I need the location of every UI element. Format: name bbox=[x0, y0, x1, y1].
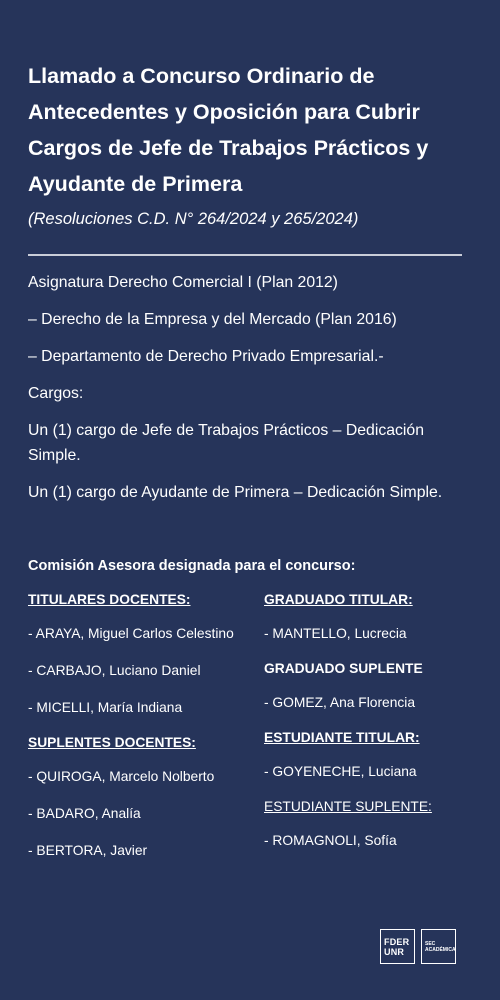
member-item: - GOYENECHE, Luciana bbox=[264, 764, 417, 779]
positions-label: Cargos: bbox=[28, 385, 84, 402]
fder-unr-logo bbox=[380, 929, 415, 964]
department-line: – Departamento de Derecho Privado Empresarial.- bbox=[28, 348, 384, 365]
commission-right-column bbox=[264, 588, 474, 864]
member-item: - GOMEZ, Ana Florencia bbox=[264, 695, 416, 710]
member-item: - MANTELLO, Lucrecia bbox=[264, 626, 407, 641]
member-item: - ROMAGNOLI, Sofía bbox=[264, 833, 397, 848]
commission-heading: Comisión Asesora designada para el concurso: bbox=[28, 558, 356, 574]
graduado-suplente-heading: GRADUADO SUPLENTE bbox=[264, 661, 423, 676]
sec-logo-text: SEC bbox=[425, 940, 436, 947]
commission-left-column bbox=[28, 588, 243, 874]
suplentes-docentes-heading: SUPLENTES DOCENTES: bbox=[28, 735, 196, 750]
academica-logo-text: ACADÉMICA bbox=[425, 946, 456, 953]
member-item: - MICELLI, María Indiana bbox=[28, 700, 183, 715]
subject-alt-line: – Derecho de la Empresa y del Mercado (Plan 2016) bbox=[28, 311, 397, 328]
graduado-titular-heading: GRADUADO TITULAR: bbox=[264, 592, 413, 607]
estudiante-suplente-heading: ESTUDIANTE SUPLENTE: bbox=[264, 799, 432, 814]
estudiante-titular-heading: ESTUDIANTE TITULAR: bbox=[264, 730, 420, 745]
member-item: - BERTORA, Javier bbox=[28, 843, 148, 858]
member-item: - ARAYA, Miguel Carlos Celestino bbox=[28, 626, 234, 641]
subject-line: Asignatura Derecho Comercial I (Plan 2012) bbox=[28, 274, 338, 291]
position-jtp: Un (1) cargo de Jefe de Trabajos Prácticos – Dedicación Simple. bbox=[28, 422, 425, 464]
divider bbox=[28, 254, 462, 256]
unr-logo-text: UNR bbox=[384, 946, 405, 957]
logos bbox=[380, 929, 456, 964]
member-item: - QUIROGA, Marcelo Nolberto bbox=[28, 769, 215, 784]
member-item: - BADARO, Analía bbox=[28, 806, 141, 821]
page-title: Llamado a Concurso Ordinario de Antecedentes y Oposición para Cubrir Cargos de Jefe de Trabajos Prácticos y Ayudante de Primera bbox=[28, 64, 429, 196]
call-details bbox=[28, 270, 478, 517]
member-item: - CARBAJO, Luciano Daniel bbox=[28, 663, 201, 678]
fder-logo-text: FDER bbox=[384, 936, 410, 947]
position-ayudante: Un (1) cargo de Ayudante de Primera – Dedicación Simple. bbox=[28, 484, 443, 501]
sec-academica-logo bbox=[421, 929, 456, 964]
resolutions-subtitle: (Resoluciones C.D. N° 264/2024 y 265/2024) bbox=[28, 210, 359, 228]
titulares-docentes-heading: TITULARES DOCENTES: bbox=[28, 592, 191, 607]
